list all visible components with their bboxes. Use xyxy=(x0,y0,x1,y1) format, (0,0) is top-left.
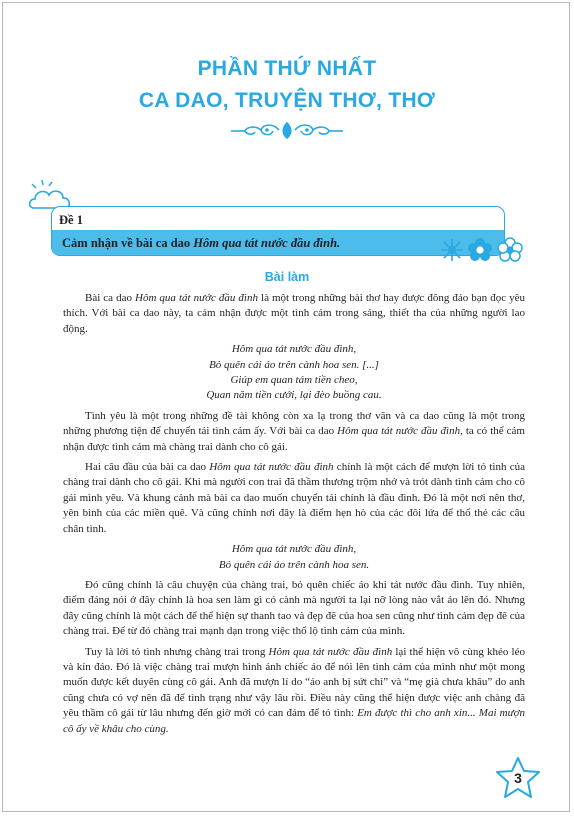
paragraph-2 xyxy=(63,409,525,455)
task-box xyxy=(51,206,505,256)
part-subtitle: CA DAO, TRUYỆN THƠ, THƠ xyxy=(138,89,436,112)
verse-block-1 xyxy=(63,342,525,404)
text-run: Bài ca dao xyxy=(85,292,136,304)
paragraph-4: Đó cũng chính là câu chuyện của chàng trai, bỏ quên chiếc áo khi tát nước đầu đình. Tuy nhiên, điểm đáng nói ở đây chính là hoa sen làm gì có cành mà người ta lại nỡ lòng nào vắt áo lên đó. Nhưng đây cũng chính là một cách để thể hiện sự thanh tao và đẹp đẽ của hoa sen cũng như tình cảm đẹp đẽ của chàng trai. Để từ đó chàng trai mạnh dạn trong việc thổ lộ tình cảm của mình. xyxy=(63,578,525,638)
italic-title: Hôm qua tát nước đầu đình xyxy=(268,645,393,658)
paragraph-5 xyxy=(63,645,525,737)
part-title: PHẦN THỨ NHẤT xyxy=(197,57,377,80)
verse-block-2 xyxy=(63,542,525,573)
italic-title: Hôm qua tát nước đầu đình xyxy=(337,425,461,438)
italic-quote: Em được thì cho anh xin... Mai mượn cô ấy về khâu cho cùng. xyxy=(63,707,525,735)
task-prompt-title: Hôm qua tát nước đầu đình. xyxy=(193,236,341,250)
text-run: Hai câu đầu của bài ca dao xyxy=(85,461,210,474)
italic-title: Hôm qua tát nước đầu đình xyxy=(135,292,258,304)
verse-line: Bỏ quên cái áo trên cành hoa sen. [...] xyxy=(209,358,379,371)
task-label: Đề 1 xyxy=(59,213,83,227)
task-band xyxy=(52,230,504,255)
paragraph-3 xyxy=(63,460,525,537)
verse-line: Hôm qua tát nước đầu đình, xyxy=(231,543,357,556)
verse-line: Quan năm tiền cưới, lại đèo buồng cau. xyxy=(206,389,382,402)
verse-line: Giúp em quan tám tiền cheo, xyxy=(230,374,358,387)
paragraph-1 xyxy=(63,291,525,337)
italic-title: Hôm qua tát nước đầu đình xyxy=(209,461,334,474)
text-run: , ta có thể cảm nhận được tình cảm mà chàng trai dành cho cô gái. xyxy=(63,425,525,453)
essay-heading: Bài làm xyxy=(264,270,310,284)
essay-body xyxy=(63,291,525,742)
verse-line: Hôm qua tát nước đầu đình, xyxy=(231,343,357,356)
task-prompt xyxy=(62,236,340,251)
task-prompt-prefix: Cảm nhận về bài ca dao xyxy=(62,236,194,250)
verse-line: Bỏ quên cái áo trên cành hoa sen. xyxy=(218,558,370,571)
text-run: lại thể hiện vô cùng khéo léo và kín đáo. Đó là việc chàng trai mượn hình ảnh chiếc áo để nói lên tình cảm của mình như một mong muốn được kết duyên cùng cô gái. Anh đã mượn lí do “áo anh bị sứt chỉ” và “mẹ già chưa khâu” do anh cũng chưa có vợ nên đã để tình trạng như vậy lâu rồi. Điều này cũng thể hiện được việc anh chàng đã yêu thầm cô gái từ lâu nhưng đến giờ mới có can đảm để tỏ tình: xyxy=(63,645,525,720)
page-number: 3 xyxy=(514,770,522,786)
text-run: Tuy là lời tỏ tình nhưng chàng trai trong xyxy=(85,645,269,658)
text-run: Tình yêu là một trong những đề tài không còn xa lạ trong thơ văn và ca dao cũng là một trong những phương tiện để chuyển tải tình cảm ấy. Với bài ca dao xyxy=(63,409,525,438)
flowers-icon xyxy=(440,235,524,265)
swirl-ornament-icon xyxy=(227,119,347,141)
text-run: là một trong những bài thơ hay được đông đảo bạn đọc yêu thích. Với bài ca dao này, ta cảm nhận được một tình cảm trong sáng, thiết tha của những người lao động. xyxy=(63,292,525,335)
text-run: chính là một cách để mượn lời tỏ tình của chàng trai dành cho cô gái. Khi mà người con trai đã thầm thương trộm nhớ và trót dành tình cảm cho cô gái mình yêu. Và khung cảnh mà bài ca dao muốn chuyển tải chính là đầu đình. Đó là một nơi nên thơ, yên bình của các miền quê. Và cũng chính nơi đây là điểm hẹn hò của các đôi lứa để thổ thẻ các câu chân tình. xyxy=(63,461,526,535)
